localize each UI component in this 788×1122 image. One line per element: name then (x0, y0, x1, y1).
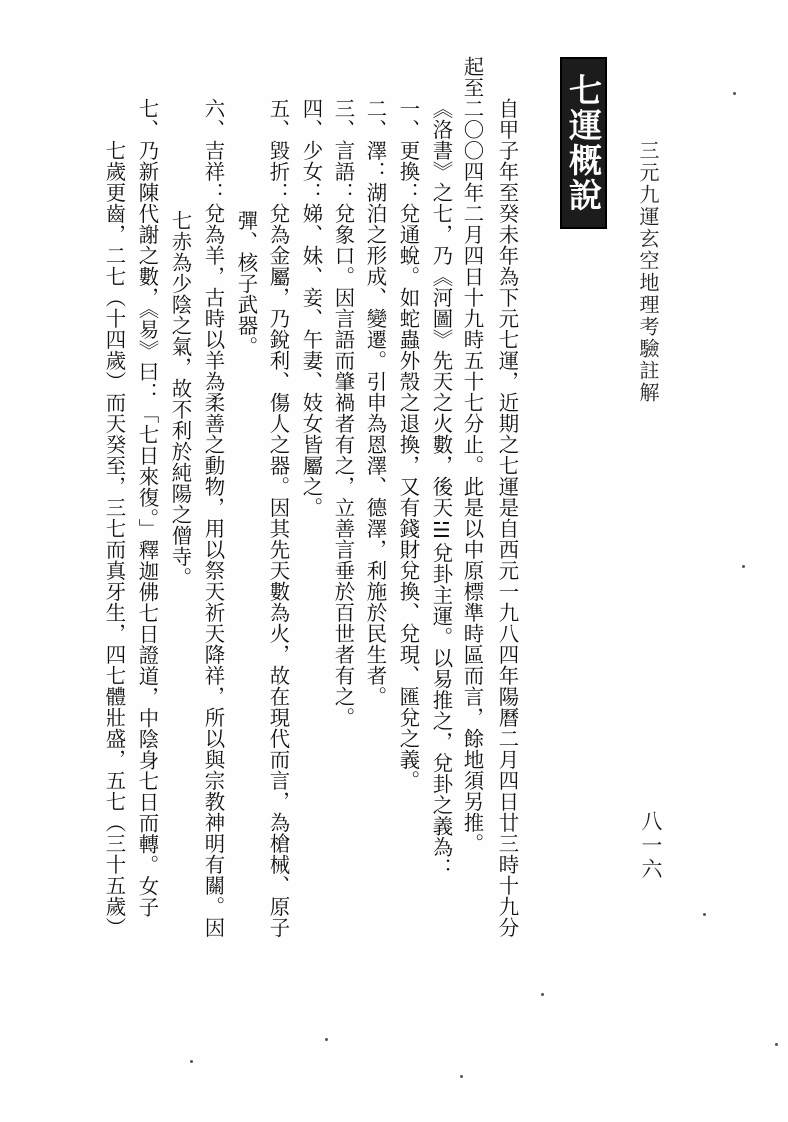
running-head: 三元九運玄空地理考驗註解 (636, 140, 660, 404)
body-line: 七歲更齒，二七（十四歲）而天癸至，三七而真牙生，四七體壯盛，五七（三十五歲） (102, 140, 127, 938)
section-title-box (560, 57, 607, 229)
scan-speck (541, 993, 544, 996)
scan-speck (325, 1038, 328, 1041)
scan-speck (733, 92, 736, 95)
scan-speck (742, 565, 745, 568)
scan-speck (703, 913, 706, 916)
page-number: 八一六 (639, 810, 663, 882)
scan-speck (775, 1043, 778, 1046)
body-line: 起至二〇〇四年二月四日十九時五十七分止。此是以中原標準時區而言，餘地須另推。 (460, 56, 485, 854)
body-line: 一、更換：兌通蛻。如蛇蟲外殼之退換，又有錢財兌換、兌現、匯兌之義。 (396, 98, 421, 791)
scan-speck (460, 1075, 463, 1078)
body-line: 自甲子年至癸未年為下元七運，近期之七運是自西元一九八四年陽曆二月四日廿三時十九分 (495, 98, 520, 938)
scan-speck (190, 1060, 193, 1063)
section-title: 七運概說 (564, 73, 603, 213)
body-line: 二、澤：湖泊之形成、變遷。引申為恩澤、德澤，利施於民生者。 (363, 98, 388, 707)
body-line: 彈、核子武器。 (234, 210, 259, 357)
body-line: 《洛書》之七，乃《河圖》先天之火數，後天☱兌卦主運。以易推之，兌卦之義為： (429, 98, 454, 879)
body-line: 七、乃新陳代謝之數，《易》曰：「七日來復。」釋迦佛七日證道，中陰身七日而轉。女子 (135, 98, 160, 918)
body-line: 三、言語：兌象口。因言語而肇禍者有之，立善言垂於百世者有之。 (331, 98, 356, 728)
body-line: 四、少女：娣、妹、妾、午妻、妓女皆屬之。 (299, 98, 324, 518)
body-line: 五、毀折：兌為金屬，乃銳利、傷人之器。因其先天數為火，故在現代而言，為槍械、原子 (266, 98, 291, 938)
body-line: 六、吉祥：兌為羊，古時以羊為柔善之動物，用以祭天祈天降祥，所以與宗教神明有關。因 (201, 98, 226, 938)
body-line: 七赤為少陰之氣，故不利於純陽之僧寺。 (168, 210, 193, 588)
